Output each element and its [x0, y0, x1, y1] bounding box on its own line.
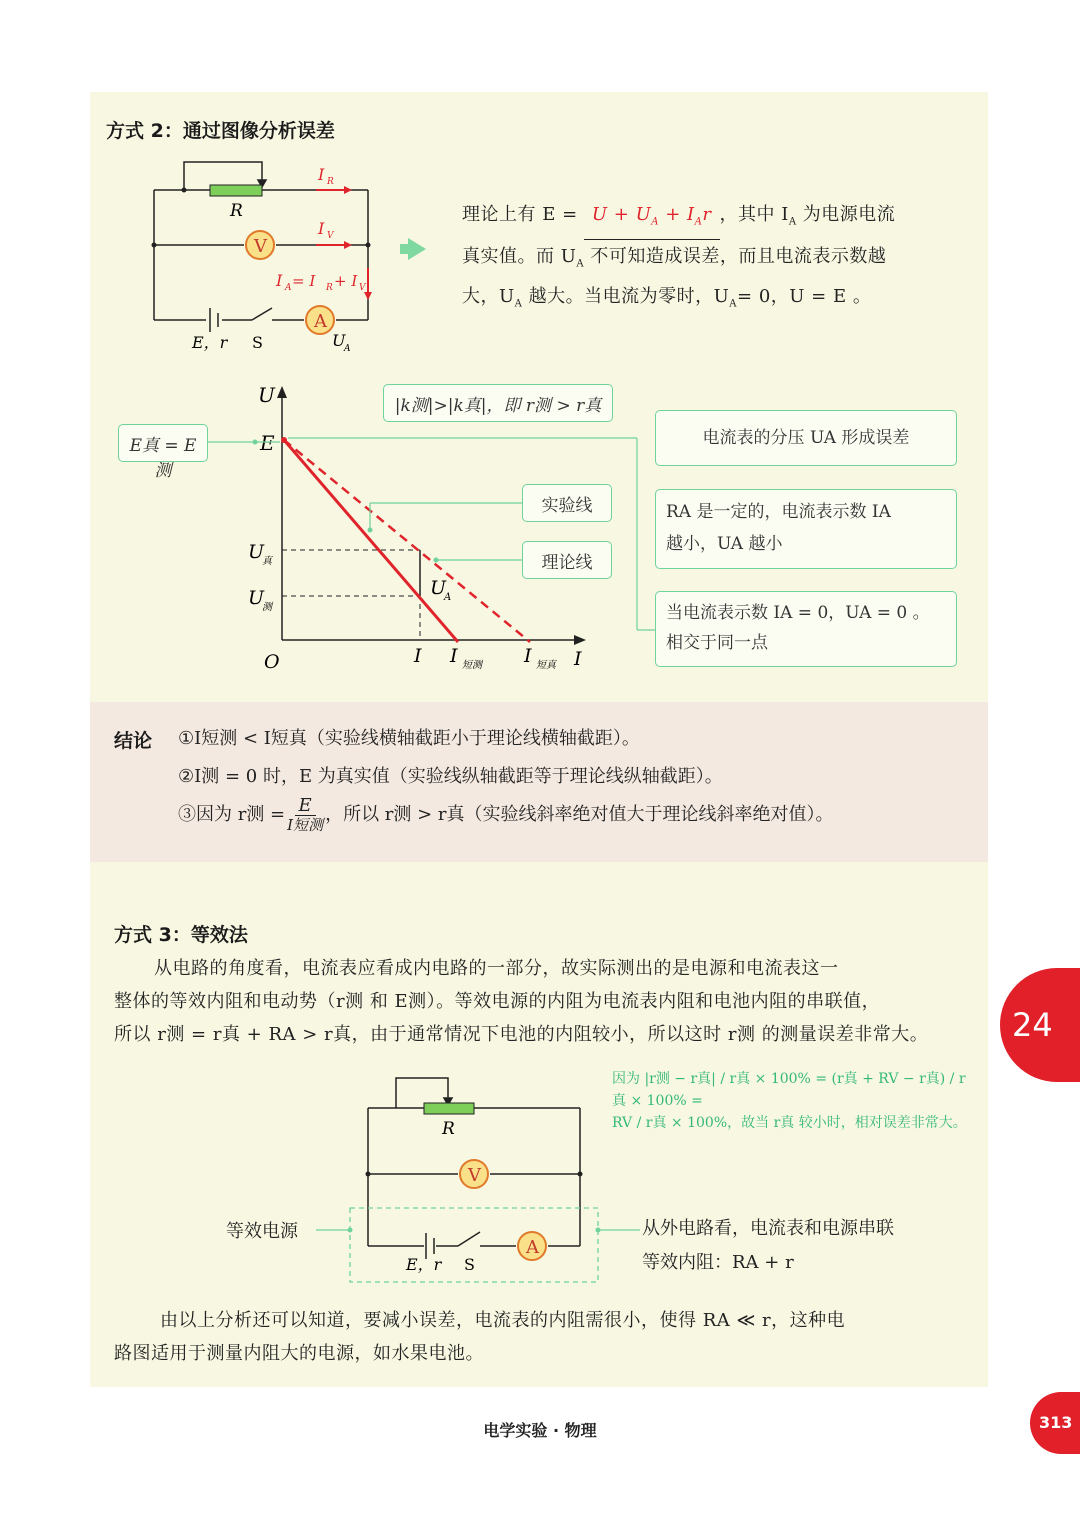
theory-paragraph: 理论上有 $E = U + U_A + I_Ar$ ，其中 $I_A$ 为电源电流 真实值。而 $U_A$ 不可知造成误差，而且电流表示数越 大，$U_A$ 越大。当电流为零时，$U_A= 0$，U = E 。	[462, 198, 962, 321]
relative-error-note: 因为 |r测 − r真| / r真 × 100% = (r真 + RV − r真) / r真 × 100% = RV / r真 × 100%，故当 r真 较小时，相对误差非常大。	[612, 1071, 967, 1131]
box-theory-line: 理论线	[522, 541, 612, 579]
conclusion-item-1: ①I短测 < I短真（实验线横轴截距小于理论线横轴截距）。	[178, 728, 640, 749]
book-title: 电学实验 · 物理	[483, 1421, 597, 1440]
axis-label-U: U	[258, 383, 275, 407]
label-UA: U	[332, 331, 346, 350]
label-IV: I	[318, 219, 325, 238]
svg-text:A: A	[285, 283, 292, 293]
box-k-compare: |k测|>|k真|，即 r测 > r真	[383, 384, 613, 422]
label-U-meas: U	[248, 587, 265, 609]
label-S: S	[252, 333, 263, 352]
svg-text:短真: 短真	[536, 660, 556, 671]
page-number: 313	[1030, 1392, 1080, 1454]
label-I-short-true: I	[524, 645, 532, 667]
section3-heading: 方式 3：等效法	[114, 924, 248, 946]
svg-text:真: 真	[262, 556, 272, 567]
equivalent-source-label: 等效电源	[226, 1221, 298, 1242]
svg-text:S: S	[464, 1255, 475, 1274]
box-experimental-line: 实验线	[522, 484, 612, 522]
label-UA: U	[430, 577, 447, 599]
svg-text:V: V	[254, 236, 267, 257]
svg-text:+ I: + I	[334, 272, 358, 290]
svg-text:R: R	[327, 177, 334, 187]
svg-text:短测: 短测	[462, 660, 482, 671]
conclusion-label: 结论	[114, 730, 153, 752]
theory-formula: $U + U_A + I_Ar$	[584, 198, 720, 240]
section3-paragraph-2: 由以上分析还可以知道，要减小误差，电流表的内阻需很小，使得 RA ≪ r，这种电 路图适用于测量内阻大的电源，如水果电池。	[114, 1310, 846, 1364]
svg-text:A: A	[314, 311, 327, 332]
svg-text:V: V	[327, 231, 334, 241]
svg-text:= I: = I	[292, 272, 316, 290]
conclusion-item-3: ③因为 r测 = E I短测 ，所以 r测 > r真（实验线斜率绝对值大于理论线斜率绝对值）。	[178, 794, 834, 834]
label-I: I	[414, 645, 422, 667]
svg-text:A: A	[344, 344, 351, 354]
svg-text:R: R	[442, 1119, 455, 1139]
section3-paragraph-1: 从电路的角度看，电流表应看成内电路的一部分，故实际测出的是电源和电流表这一 整体的等效内阻和电动势（r测 和 E测）。等效电源的内阻为电流表内阻和电池内阻的串联值， 所以 r测 = r真 + RA > r真，由于通常情况下电池的内阻较小，所以这时 r测 的测量误差非常大。	[114, 958, 929, 1045]
axis-label-I: I	[574, 648, 582, 670]
section2-heading: 方式 2：通过图像分析误差	[106, 120, 335, 142]
label-I-short-meas: I	[450, 645, 458, 667]
conclusion-item-2: ②I测 = 0 时，E 为真实值（实验线纵轴截距等于理论线纵轴截距）。	[178, 766, 723, 787]
box-ua-error: 电流表的分压 UA 形成误差	[655, 410, 957, 466]
origin-label: O	[264, 651, 280, 673]
svg-text:测: 测	[262, 602, 272, 613]
svg-text:E，r: E，r	[406, 1255, 442, 1274]
fraction-E-over-Ishort: E I短测	[287, 794, 324, 834]
label-R: R	[230, 201, 243, 221]
label-IR: I	[318, 165, 325, 184]
svg-text:A: A	[444, 592, 452, 603]
svg-text:R: R	[326, 283, 333, 293]
box-e-equal: E真 = E测	[118, 424, 208, 462]
svg-text:V: V	[468, 1165, 481, 1186]
chapter-tab: 24	[1000, 968, 1080, 1082]
label-E: E	[260, 431, 275, 455]
svg-text:V: V	[359, 283, 366, 293]
label-IA-equation: I	[276, 271, 283, 290]
svg-text:A: A	[526, 1237, 539, 1258]
box-zero-current: 当电流表示数 IA = 0，UA = 0 。 相交于同一点	[655, 591, 957, 667]
label-Er: E，r	[192, 333, 228, 352]
box-ra-constant: RA 是一定的，电流表示数 IA 越小，UA 越小	[655, 489, 957, 569]
label-U-true: U	[248, 541, 265, 563]
external-view-note: 从外电路看，电流表和电源串联 等效内阻：RA + r	[642, 1218, 894, 1273]
